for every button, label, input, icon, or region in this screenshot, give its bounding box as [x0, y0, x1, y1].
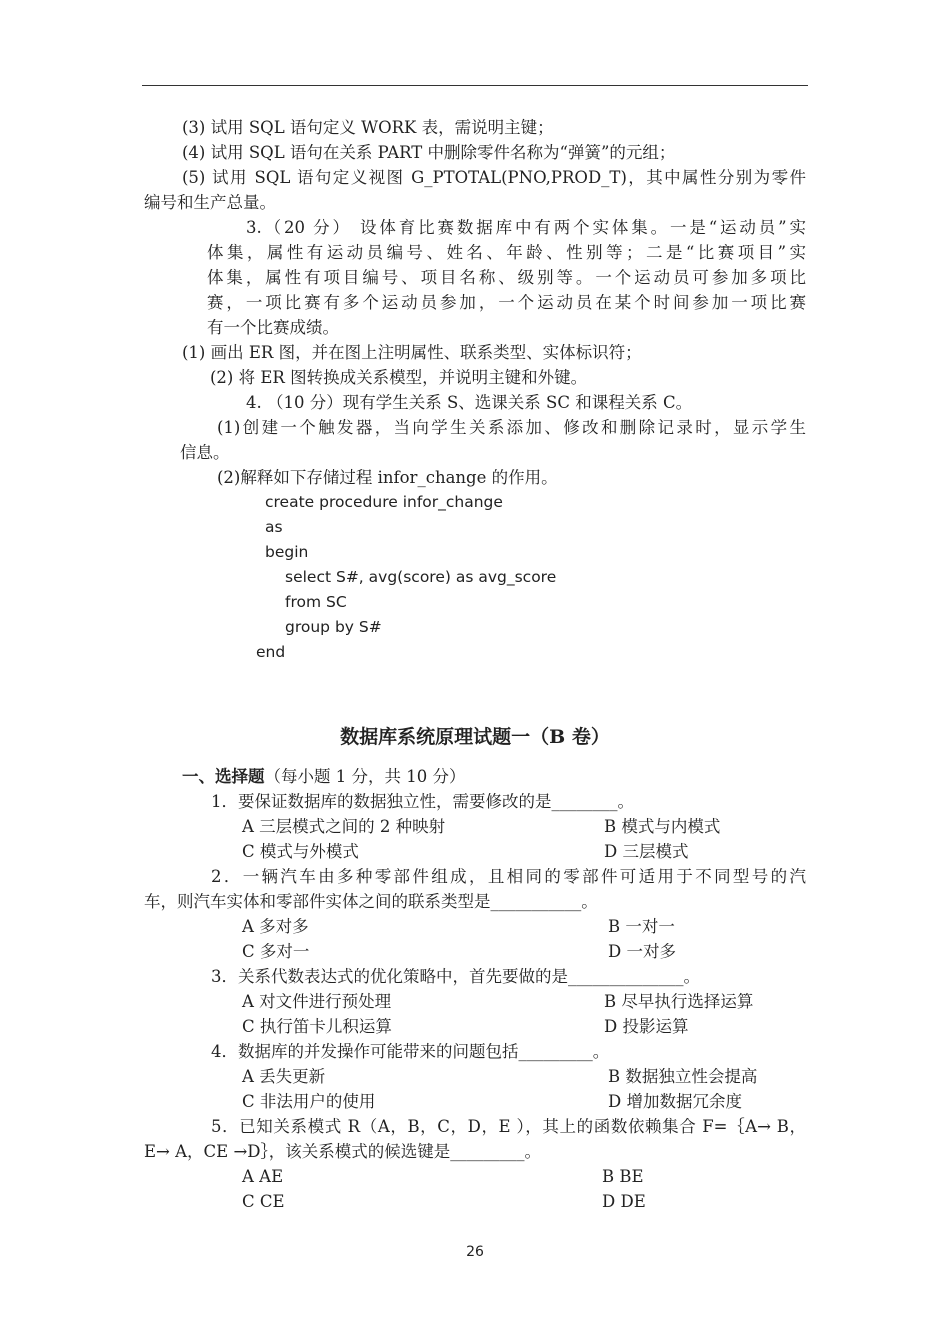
code-line: group by S# [285, 618, 382, 636]
question-stem: 1．要保证数据库的数据独立性，需要修改的是________。 [211, 792, 634, 811]
option-b: B 一对一 [608, 917, 675, 936]
option-d: D DE [602, 1192, 646, 1211]
q3-line-1: 3.（20 分） 设体育比赛数据库中有两个实体集。一是“运动员”实 [246, 218, 806, 237]
q3-line-3: 体集，属性有项目编号、项目名称、级别等。一个运动员可参加多项比 [207, 268, 806, 287]
q2-item-3: (3) 试用 SQL 语句定义 WORK 表，需说明主键； [182, 118, 554, 137]
q3-line-5: 有一个比赛成绩。 [207, 318, 339, 337]
q3-item-2: (2) 将 ER 图转换成关系模型，并说明主键和外键。 [210, 368, 588, 387]
option-a: A AE [242, 1167, 284, 1186]
code-line: from SC [285, 593, 347, 611]
question-stem-cont: E→ A，CE →D｝，该关系模式的候选键是_________。 [144, 1142, 541, 1161]
option-d: D 增加数据冗余度 [608, 1092, 742, 1111]
option-c: C 多对一 [242, 942, 310, 961]
q4-item-1-cont: 信息。 [180, 443, 230, 462]
question-stem-cont: 车，则汽车实体和零部件实体之间的联系类型是___________。 [144, 892, 598, 911]
code-line: create procedure infor_change [265, 493, 503, 511]
question-stem: 2．一辆汽车由多种零部件组成，且相同的零部件可适用于不同型号的汽 [211, 867, 806, 886]
question-stem: 5．已知关系模式 R（A，B，C，D，E ），其上的函数依赖集合 F=｛A→ B， [211, 1117, 806, 1136]
option-a: A 丢失更新 [242, 1067, 326, 1086]
option-c: C 执行笛卡儿积运算 [242, 1017, 392, 1036]
section-title: 一、选择题 [182, 767, 265, 786]
code-line: select S#, avg(score) as avg_score [285, 568, 557, 586]
option-c: C 非法用户的使用 [242, 1092, 376, 1111]
option-d: D 一对多 [608, 942, 676, 961]
q2-item-5-cont: 编号和生产总量。 [144, 193, 276, 212]
code-line: begin [265, 543, 309, 561]
option-c: C CE [242, 1192, 285, 1211]
exam-title: 数据库系统原理试题一（B 卷） [340, 726, 610, 748]
q3-line-4: 赛，一项比赛有多个运动员参加，一个运动员在某个时间参加一项比赛 [207, 293, 806, 312]
q2-item-5: (5) 试用 SQL 语句定义视图 G_PTOTAL(PNO,PROD_T)，其中属性分别为零件 [182, 168, 806, 187]
option-b: B BE [602, 1167, 644, 1186]
question-stem: 4．数据库的并发操作可能带来的问题包括_________。 [211, 1042, 610, 1061]
q2-item-4: (4) 试用 SQL 语句在关系 PART 中删除零件名称为“弹簧”的元组； [182, 143, 676, 162]
option-b: B 数据独立性会提高 [608, 1067, 758, 1086]
code-line: end [256, 643, 286, 661]
option-a: A 三层模式之间的 2 种映射 [242, 817, 446, 836]
option-d: D 三层模式 [604, 842, 689, 861]
q4-item-2: (2)解释如下存储过程 infor_change 的作用。 [217, 468, 558, 487]
page-number: 26 [466, 1244, 484, 1260]
option-d: D 投影运算 [604, 1017, 689, 1036]
section-heading [182, 764, 465, 789]
option-c: C 模式与外模式 [242, 842, 359, 861]
q4-item-1: (1)创建一个触发器，当向学生关系添加、修改和删除记录时，显示学生 [217, 418, 806, 437]
option-b: B 尽早执行选择运算 [604, 992, 754, 1011]
section-note: （每小题 1 分，共 10 分） [264, 767, 466, 786]
q3-item-1: (1) 画出 ER 图，并在图上注明属性、联系类型、实体标识符； [182, 343, 642, 362]
q4-heading: 4. （10 分）现有学生关系 S、选课关系 SC 和课程关系 C。 [246, 393, 693, 412]
option-a: A 多对多 [242, 917, 309, 936]
q3-line-2: 体集，属性有运动员编号、姓名、年龄、性别等；二是“比赛项目”实 [207, 243, 806, 262]
header-rule [142, 85, 808, 86]
code-line: as [265, 518, 283, 536]
question-stem: 3．关系代数表达式的优化策略中，首先要做的是______________。 [211, 967, 700, 986]
option-a: A 对文件进行预处理 [242, 992, 392, 1011]
option-b: B 模式与内模式 [604, 817, 721, 836]
